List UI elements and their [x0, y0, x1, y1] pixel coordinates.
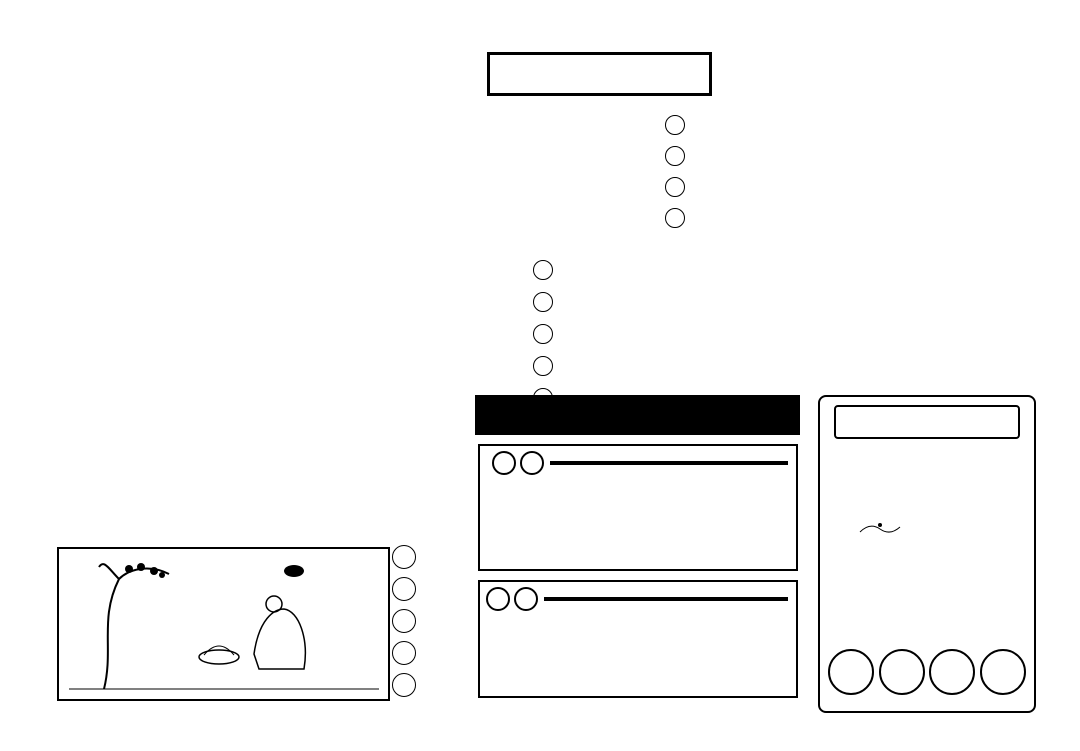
picture-numbers: [392, 545, 418, 705]
strategy-number: [665, 146, 685, 166]
method-1-intro: [480, 480, 796, 484]
picture-number: [392, 609, 416, 633]
header-title: [420, 2, 680, 42]
wave-number: [533, 292, 553, 312]
wave-number: [533, 260, 553, 280]
picture-number: [392, 577, 416, 601]
bottom-border-strip: [14, 717, 1066, 739]
liuhe-banner: [475, 395, 800, 435]
zodiac-animal: [980, 649, 1026, 695]
picture-number: [392, 641, 416, 665]
zodiac-animal: [929, 649, 975, 695]
method-1-number: [492, 451, 516, 475]
picture-number: [392, 673, 416, 697]
left-border-strip: [12, 40, 34, 711]
strategy-number: [665, 177, 685, 197]
zodiac-box: [818, 395, 1036, 713]
zodiac-animal: [879, 649, 925, 695]
method-box-2: [478, 580, 798, 698]
zodiac-title: [834, 405, 1020, 439]
method-2-header: [480, 582, 796, 616]
method-1-number: [520, 451, 544, 475]
method-1-header: [480, 446, 796, 480]
dancer-sketch: [850, 507, 910, 547]
picture-box: [57, 547, 390, 701]
picture-number: [392, 545, 416, 569]
right-border-strip: [1046, 40, 1068, 711]
method-2-intro: [480, 616, 796, 620]
strategy-number: [665, 115, 685, 135]
wave-number: [533, 356, 553, 376]
strategy-title: [487, 52, 712, 96]
strategy-numbers: [665, 115, 685, 239]
method-box-1: [478, 444, 798, 571]
method-2-number: [486, 587, 510, 611]
strategy-number: [665, 208, 685, 228]
zodiac-animal: [828, 649, 874, 695]
method-2-title: [544, 597, 788, 601]
wave-number: [533, 324, 553, 344]
method-2-number: [514, 587, 538, 611]
scholar-illustration: [59, 549, 388, 699]
method-1-title: [550, 461, 788, 465]
zodiac-animals: [828, 649, 1026, 695]
